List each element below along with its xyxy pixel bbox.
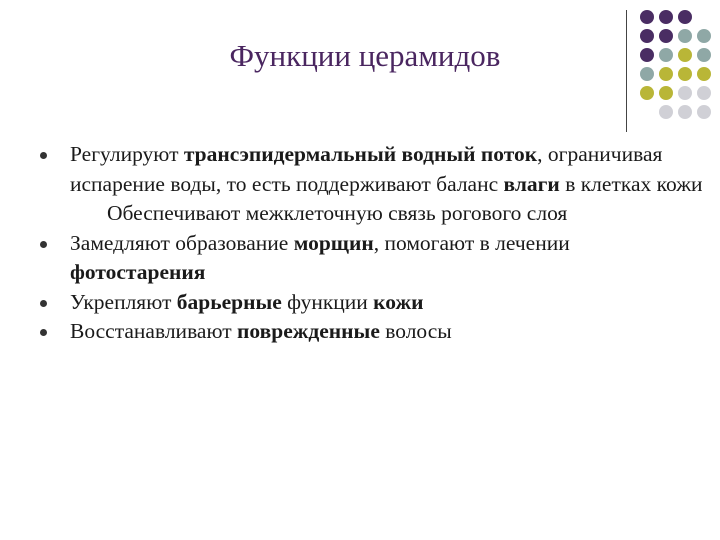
decor-dot	[659, 10, 673, 24]
slide-title: Функции церамидов	[229, 38, 501, 73]
bullet-dot-icon	[40, 241, 47, 248]
decor-dot	[697, 48, 711, 62]
bullet-dot-icon	[40, 329, 47, 336]
decor-dot	[697, 86, 711, 100]
bullet-dot-icon	[40, 152, 47, 159]
decor-dot	[659, 29, 673, 43]
bullet-continuation: Обеспечивают межклеточную связь рогового слоя	[107, 201, 568, 225]
decor-dot	[678, 105, 692, 119]
decor-dot	[640, 10, 654, 24]
decor-dot	[640, 29, 654, 43]
decor-dot	[678, 67, 692, 81]
decor-dot	[659, 86, 673, 100]
bullet-list	[40, 140, 710, 347]
decorative-dot-grid	[640, 10, 716, 120]
bullet-dot-icon	[40, 300, 47, 307]
decor-dot	[678, 48, 692, 62]
divider-line	[626, 10, 627, 132]
decor-dot	[659, 67, 673, 81]
decor-dot	[697, 29, 711, 43]
bullet-item: Замедляют образование морщин, помогают в лечении фотостарения	[40, 229, 710, 288]
bullet-item: Регулируют трансэпидермальный водный поток, ограничивая испарение воды, то есть поддерживают баланс влаги в клетках кожи Обеспечивают межклеточную связь рогового слоя	[40, 140, 710, 229]
decor-dot	[640, 48, 654, 62]
decor-dot	[659, 105, 673, 119]
bullet-item: Укрепляют барьерные функции кожи	[40, 288, 710, 318]
decor-dot	[640, 67, 654, 81]
decor-dot	[678, 10, 692, 24]
decor-dot	[697, 105, 711, 119]
decor-dot	[640, 86, 654, 100]
decor-dot	[678, 86, 692, 100]
decor-dot	[678, 29, 692, 43]
decor-dot	[697, 67, 711, 81]
decor-dot	[659, 48, 673, 62]
bullet-item: Восстанавливают поврежденные волосы	[40, 317, 710, 347]
